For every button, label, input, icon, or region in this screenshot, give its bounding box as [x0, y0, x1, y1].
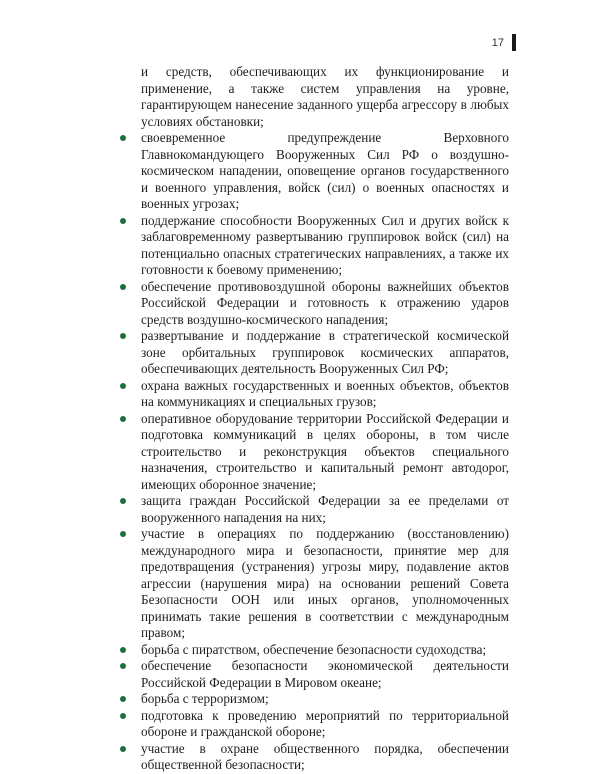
list-item — [141, 328, 509, 378]
list-item — [141, 526, 509, 642]
list-item-text: оперативное оборудование территории Российской Федерации и подготовка коммуникаций в целях обороны, в том числе строительство и реконструкция объектов специального назначения, строительство и капитальный ремонт автодорог, имеющих оборонное значение; — [141, 410, 509, 492]
list-item-text: участие в операциях по поддержанию (восстановлению) международного мира и безопасности, принятие мер для предотвращения (устранения) угрозы миру, подавление актов агрессии (нарушения мира) на основании решений Совета Безопасности ООН или иных органов, уполномоченных принимать такие решения в соответствии с международным правом; — [141, 526, 509, 640]
page-number: 17 — [491, 37, 504, 49]
bullet-icon — [120, 696, 126, 702]
text-block — [141, 64, 509, 774]
list-item — [141, 741, 509, 774]
list-item — [141, 213, 509, 279]
bullet-icon — [120, 383, 126, 389]
list-item-text: обеспечение безопасности экономической деятельности Российской Федерации в Мировом океане; — [141, 658, 509, 690]
list-item-text: обеспечение противовоздушной обороны важнейших объектов Российской Федерации и готовность к отражению ударов средств воздушно-космического нападения; — [141, 278, 509, 327]
bullet-icon — [120, 663, 126, 669]
list-item-text: борьба с пиратством, обеспечение безопасности судоходства; — [141, 641, 487, 657]
bullet-icon — [120, 416, 126, 422]
bullet-icon — [120, 713, 126, 719]
list-item — [141, 658, 509, 691]
bullet-icon — [120, 498, 126, 504]
list-item — [141, 708, 509, 741]
list-item-text: подготовка к проведению мероприятий по территориальной обороне и гражданской обороне; — [141, 707, 509, 739]
list-item-text: борьба с терроризмом; — [141, 691, 269, 706]
list-item-text: поддержание способности Вооруженных Сил и других войск к заблаговременному развертыванию группировок войск (сил) на потенциально опасных стратегических направлениях, а также их готовности к боевому применению; — [141, 212, 509, 277]
bullet-icon — [120, 218, 126, 224]
list-item — [141, 378, 509, 411]
list-item — [141, 642, 509, 659]
list-item — [141, 130, 509, 213]
bullet-icon — [120, 135, 126, 141]
list-item — [141, 493, 509, 526]
list-item-text: развертывание и поддержание в стратегической космической зоне орбитальных группировок космических аппаратов, обеспечивающих деятельность Вооруженных Сил РФ; — [141, 328, 509, 376]
list-item — [141, 279, 509, 329]
continued-paragraph: и средств, обеспечивающих их функционирование и применение, а также систем управления на уровне, гарантирующем нанесение заданного ущерба агрессору в любых условиях обстановки; — [141, 64, 509, 129]
bullet-icon — [120, 333, 126, 339]
bullet-list — [141, 130, 509, 774]
bullet-icon — [120, 284, 126, 290]
list-item-text: защита граждан Российской Федерации за ее пределами от вооруженного нападения на них; — [141, 493, 509, 525]
bullet-icon — [120, 531, 126, 537]
list-item-text: своевременное предупреждение Верховного Главнокомандующего Вооруженных Сил РФ о воздушно-космическом нападении, оповещение органов государственного и военного управления, войск (сил) о военных опасностях и военных угрозах; — [141, 130, 509, 211]
bullet-icon — [120, 746, 126, 752]
bullet-icon — [120, 647, 126, 653]
list-item-text: участие в охране общественного порядка, обеспечении общественной безопасности; — [141, 740, 509, 772]
list-item — [141, 411, 509, 494]
list-item-text: охрана важных государственных и военных объектов, объектов на коммуникациях и специальных грузов; — [141, 377, 509, 409]
list-item — [141, 691, 509, 708]
page-marker-bar — [512, 34, 516, 51]
